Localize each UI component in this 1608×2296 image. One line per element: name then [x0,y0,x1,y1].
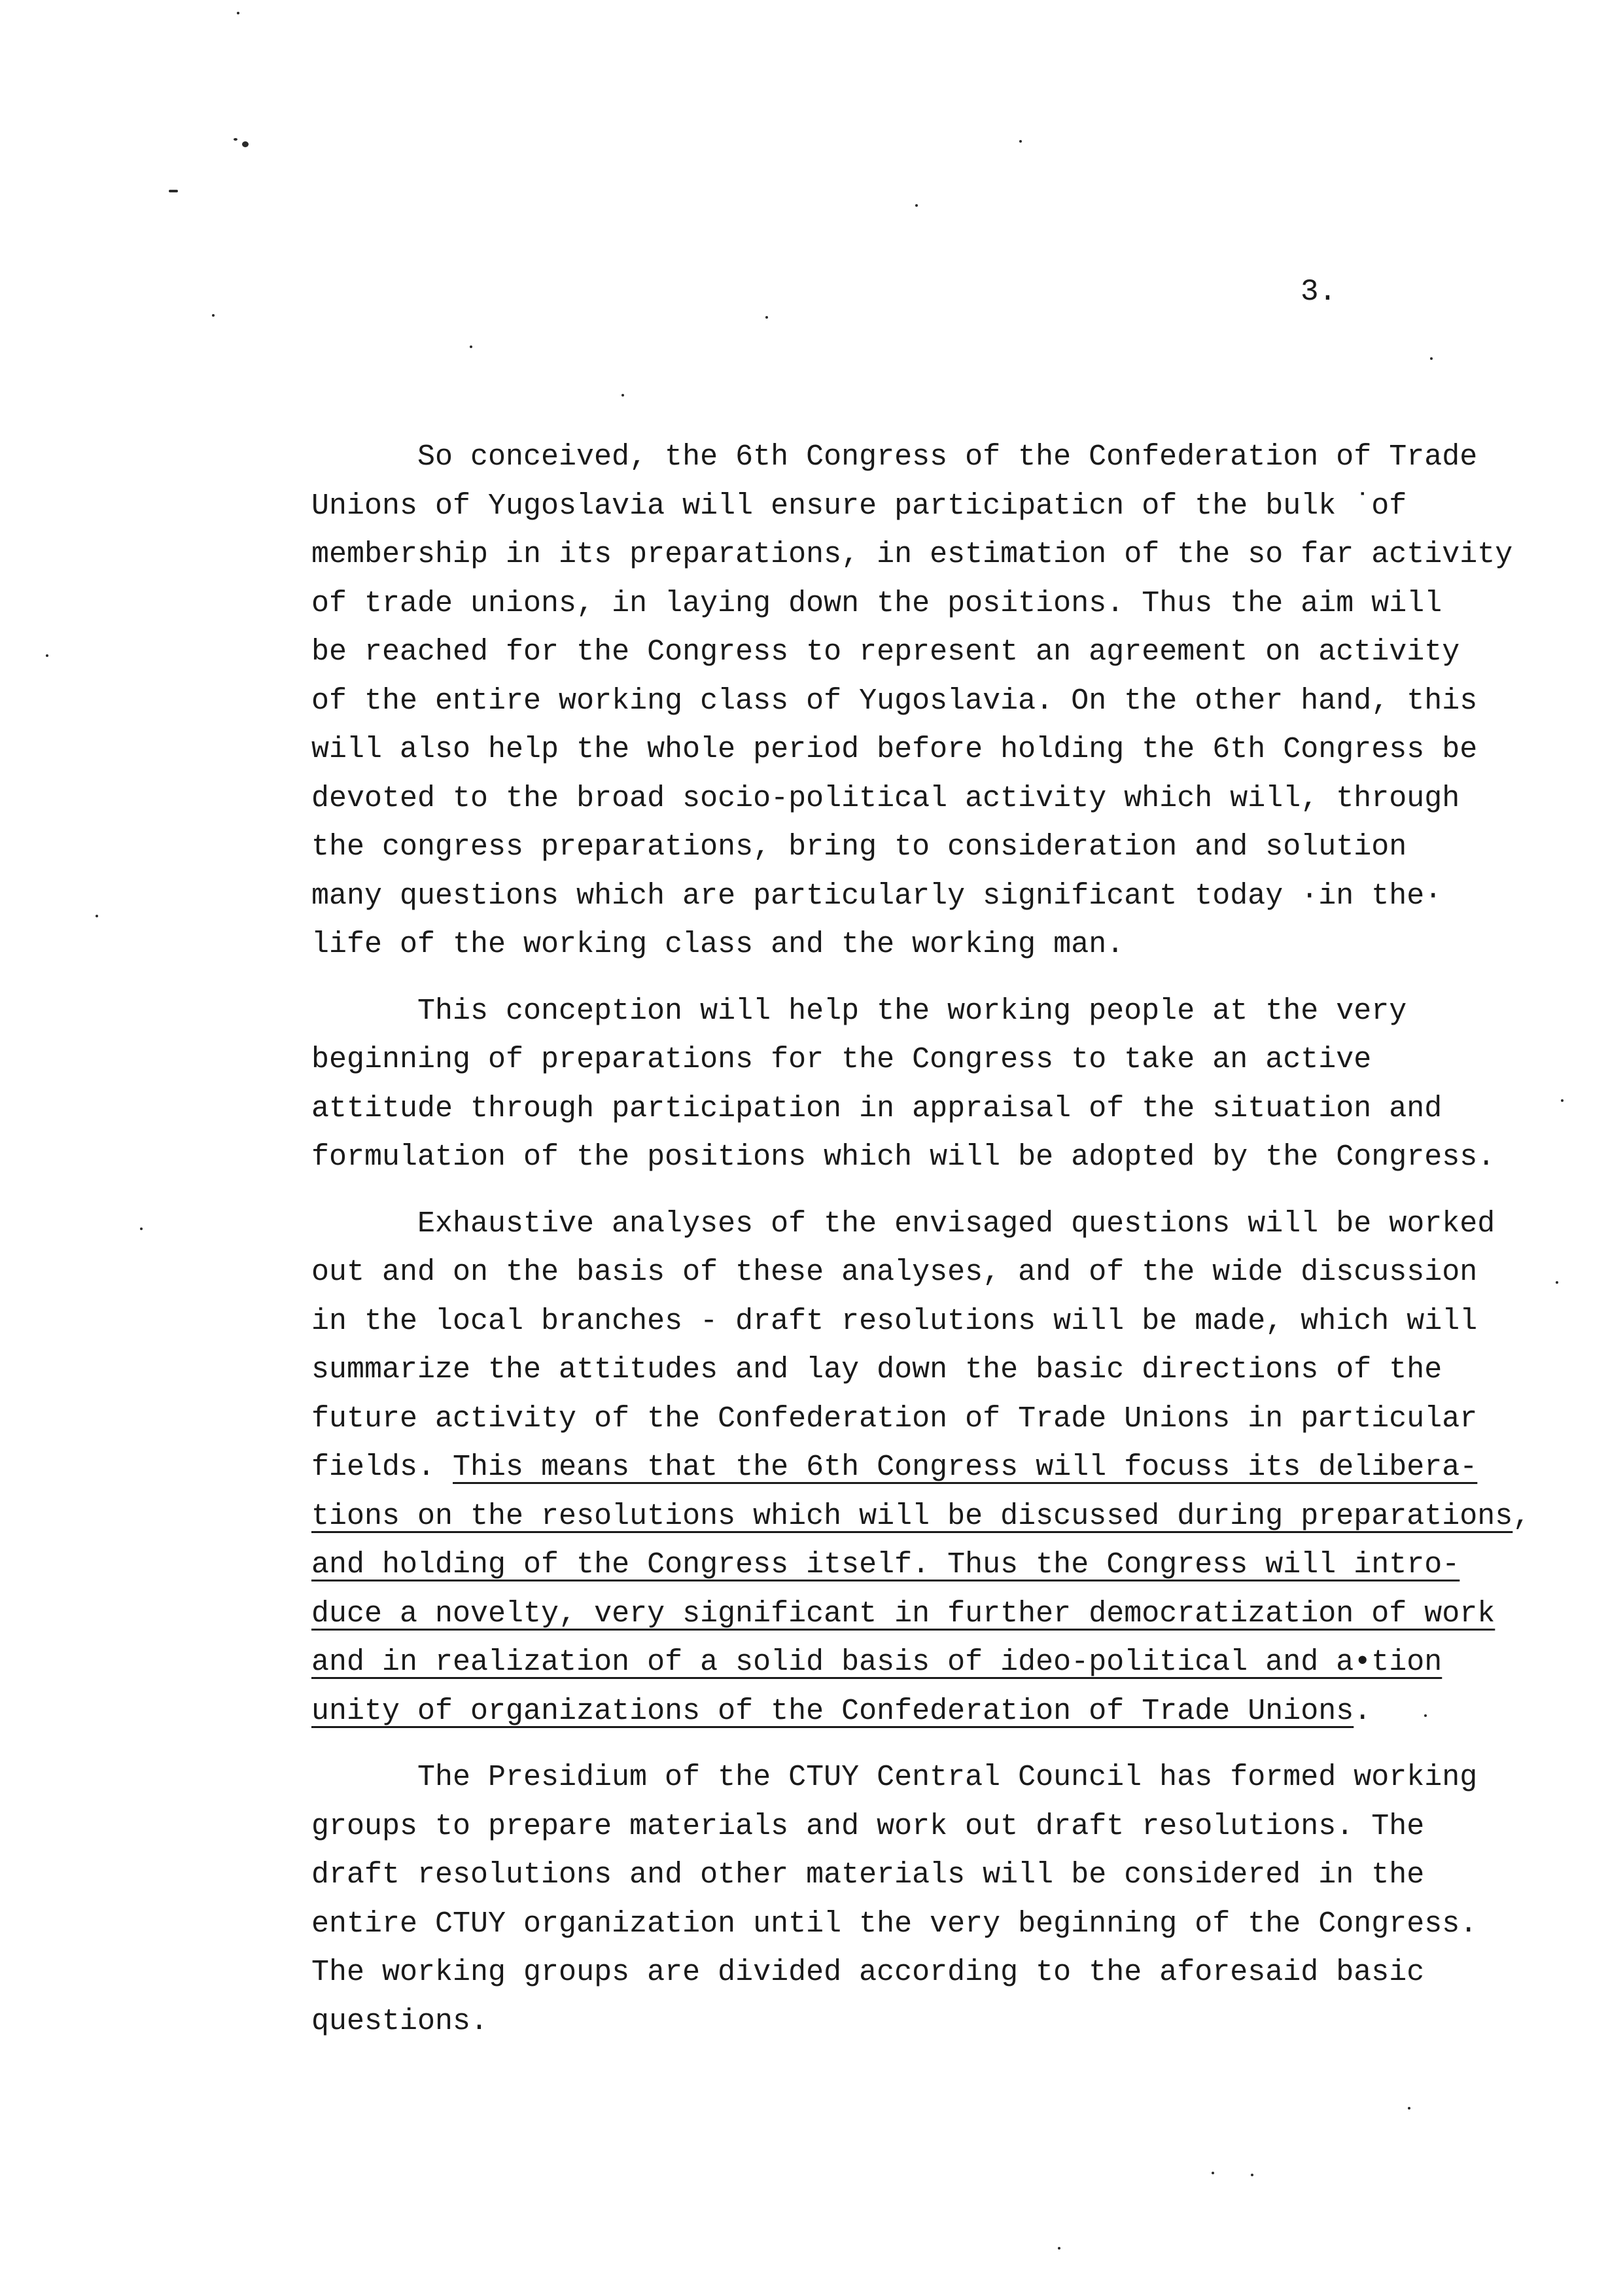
text-run: fields. [311,1451,453,1484]
scan-speck [1430,357,1433,360]
text-line: Exhaustive analyses of the envisaged questions will be worked [417,1207,1495,1241]
text-line: Unions of Yugoslavia will ensure participaticn of the bulk ˙of [311,489,1407,523]
text-line: groups to prepare materials and work out draft resolutions. The [311,1809,1425,1843]
text-line [311,1590,1554,1639]
text-line: membership in its preparations, in estimation of the so far activity [311,538,1513,571]
scan-speck [242,141,249,147]
text-line: devoted to the broad socio-political activity which will, through [311,781,1460,815]
text-line: So conceived, the 6th Congress of the Confederation of Trade [417,440,1478,474]
underlined-text: duce a novelty, very significant in further democratization of work [311,1597,1495,1631]
scan-speck [915,204,918,207]
text-line: future activity of the Confederation of Trade Unions in particular [311,1402,1478,1436]
text-line: summarize the attitudes and lay down the basic directions of the [311,1353,1442,1386]
text-line: in the local branches - draft resolutions will be made, which will [311,1304,1478,1338]
page-number: 3. [1301,275,1337,309]
text-line: attitude through participation in appraisal of the situation and [311,1091,1442,1125]
text-line: out and on the basis of these analyses, and of the wide discussion [311,1256,1478,1289]
text-line: This conception will help the working people at the very [417,994,1407,1028]
text-line [311,1541,1554,1590]
text-line: draft resolutions and other materials will be considered in the [311,1858,1425,1892]
text-run: , [1512,1499,1531,1533]
text-line [311,1638,1554,1687]
text-line [311,1492,1554,1542]
underlined-text: This means that the 6th Congress will focuss its delibera- [453,1451,1478,1484]
text-run: . [1354,1694,1372,1728]
paragraph-working-groups [311,1754,1554,2046]
scan-speck [1019,140,1022,143]
text-line: questions. [311,2004,489,2038]
scan-speck [234,138,237,141]
underlined-text: unity of organizations of the Confederation of Trade Unions [311,1694,1354,1728]
scan-speck [765,316,768,319]
text-line: the congress preparations, bring to consideration and solution [311,830,1407,864]
text-line: beginning of preparations for the Congress to take an active [311,1043,1372,1076]
underlined-text: tions on the resolutions which will be discussed during preparations [311,1499,1513,1533]
text-line [311,1443,1554,1492]
document-body [311,433,1554,2064]
scan-speck [140,1227,143,1230]
text-line: life of the working class and the working man. [311,928,1125,961]
scan-speck [470,345,472,348]
scan-speck [1408,2107,1410,2110]
text-line: formulation of the positions which will be adopted by the Congress. [311,1140,1495,1174]
scan-speck [237,12,239,14]
text-line: be reached for the Congress to represent an agreement on activity [311,635,1460,669]
text-line: many questions which are particularly significant today ·in the· [311,879,1442,913]
scan-speck [96,915,98,917]
scan-speck [1561,1099,1564,1102]
underlined-text: and in realization of a solid basis of ideo-political and a•tion [311,1646,1442,1679]
scan-speck [1251,2174,1253,2176]
scan-speck [46,654,48,657]
underlined-text: and holding of the Congress itself. Thus the Congress will intro- [311,1548,1460,1581]
scan-speck [1556,1281,1558,1284]
text-line: entire CTUY organization until the very beginning of the Congress. [311,1907,1478,1941]
paragraph-active-attitude [311,987,1554,1182]
scan-speck [1212,2172,1214,2174]
text-line [311,1687,1554,1737]
scan-speck [212,314,215,317]
paragraph-congress-conception [311,433,1554,970]
scan-speck [1058,2247,1060,2250]
scan-speck [621,394,624,397]
scan-speck [169,190,178,192]
text-line: of trade unions, in laying down the positions. Thus the aim will [311,586,1442,620]
paragraph-draft-resolutions [311,1200,1554,1737]
text-line: of the entire working class of Yugoslavia. On the other hand, this [311,684,1478,718]
text-line: will also help the whole period before holding the 6th Congress be [311,733,1478,766]
text-line: The working groups are divided according to the aforesaid basic [311,1956,1425,1989]
text-line: The Presidium of the CTUY Central Council has formed working [417,1761,1478,1794]
